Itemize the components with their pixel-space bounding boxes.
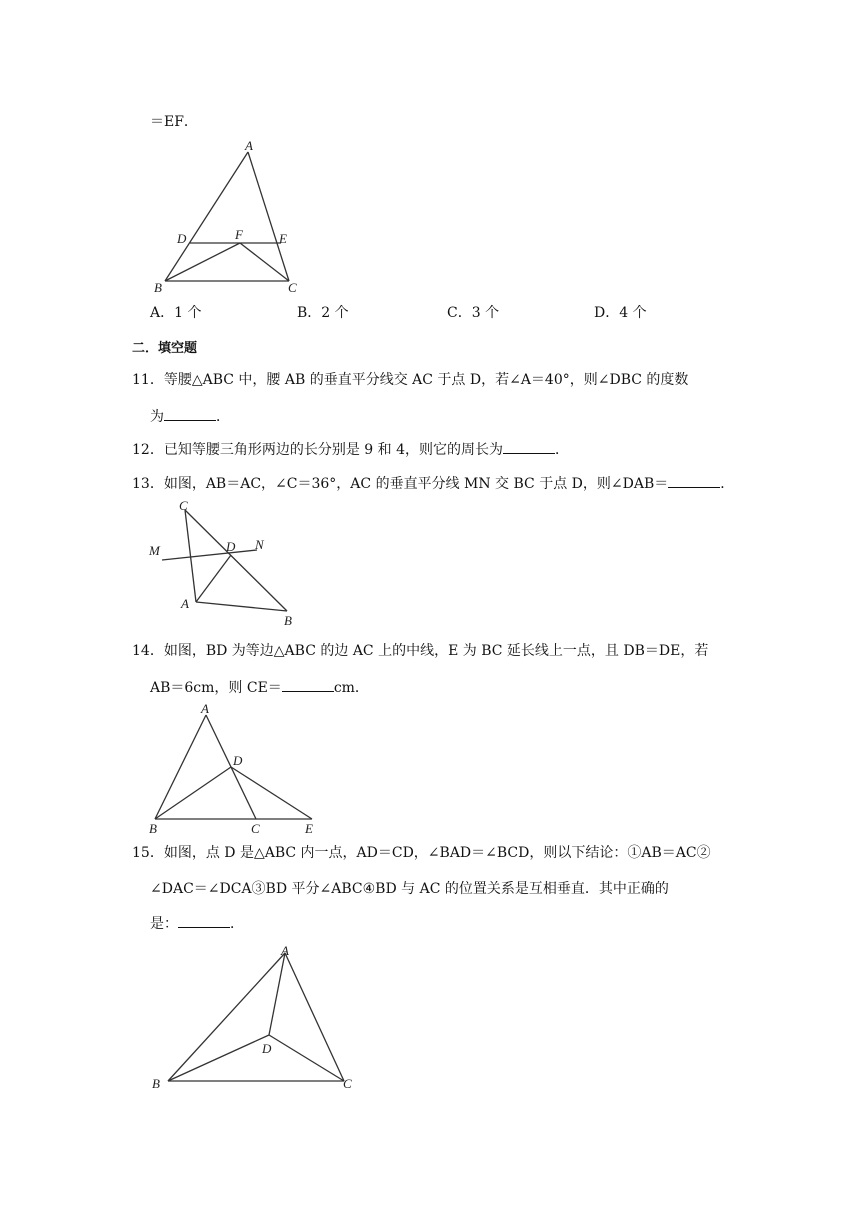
segment-ab [165, 152, 248, 281]
question-14-line1: 14．如图，BD 为等边△ABC 的边 AC 上的中线，E 为 BC 延长线上一点，且 DB＝DE，若 [132, 643, 709, 659]
label-d: D [177, 231, 187, 246]
question-11-prefix: 为 [150, 409, 164, 425]
question-15-line2: ∠DAC＝∠DCA③BD 平分∠ABC④BD 与 AC 的位置关系是互相垂直．其中正确的 [150, 881, 669, 897]
label-c: C [251, 821, 260, 836]
question-15-line1: 15．如图，点 D 是△ABC 内一点，AD＝CD，∠BAD＝∠BCD，则以下结论：①AB＝AC② [132, 845, 711, 861]
label-e: E [305, 821, 313, 836]
question-14-prefix: AB＝6cm，则 CE＝ [150, 680, 282, 696]
line-mn [162, 550, 257, 560]
question-11-suffix: ． [216, 409, 230, 425]
figure-q15 [148, 940, 368, 1100]
label-c: C [179, 498, 188, 513]
answer-blank [503, 439, 555, 454]
option-b: B．2 个 [297, 305, 349, 321]
segment-ab [196, 602, 287, 611]
question-15-line3 [150, 913, 244, 934]
segment-bd [168, 1035, 269, 1081]
label-a: A [181, 596, 189, 611]
question-13-suffix: ． [720, 476, 735, 492]
question-12-prefix: 12．已知等腰三角形两边的长分别是 9 和 4，则它的周长为 [132, 442, 503, 458]
label-c: C [288, 280, 297, 295]
segment-ab [168, 953, 285, 1081]
figure-q10 [154, 138, 360, 298]
segment-bf [165, 243, 240, 281]
segment-ac [248, 152, 289, 281]
section-heading: 二．填空题 [132, 341, 198, 356]
segment-ad [269, 953, 285, 1035]
label-d: D [233, 753, 243, 768]
answer-blank [668, 473, 720, 488]
figure-q13 [145, 498, 305, 628]
option-c: C．3 个 [447, 305, 500, 321]
question-13-prefix: 13．如图，AB＝AC，∠C＝36°，AC 的垂直平分线 MN 交 BC 于点 D，则∠DAB＝ [132, 476, 669, 492]
option-d: D．4 个 [594, 305, 647, 321]
label-a: A [281, 943, 289, 958]
segment-bd [155, 767, 231, 819]
question-15-suffix: ． [230, 916, 244, 932]
answer-blank [282, 677, 334, 692]
label-c: C [343, 1076, 352, 1091]
option-a: A．1 个 [150, 305, 202, 321]
segment-ab [155, 715, 206, 819]
label-d: D [226, 539, 236, 554]
question-14-line2 [150, 677, 369, 698]
segment-ac [285, 953, 344, 1081]
question-11-line1: 11．等腰△ABC 中，腰 AB 的垂直平分线交 AC 于点 D，若∠A＝40°，则∠DBC 的度数 [132, 372, 689, 388]
label-b: B [154, 280, 162, 295]
label-m: M [149, 543, 160, 558]
answer-blank [164, 406, 216, 421]
label-a: A [245, 138, 253, 153]
segment-fc [240, 243, 289, 281]
figure-q14 [150, 700, 330, 840]
question-13 [132, 473, 734, 494]
question-15-prefix: 是： [150, 916, 178, 932]
label-n: N [255, 537, 264, 552]
answer-blank [178, 913, 230, 928]
label-b: B [152, 1076, 160, 1091]
label-b: B [149, 821, 157, 836]
question-12 [132, 439, 569, 460]
label-b: B [284, 613, 292, 628]
question-11-line2 [150, 406, 230, 427]
label-f: F [235, 227, 243, 242]
label-e: E [279, 231, 287, 246]
question-14-suffix: cm． [333, 680, 369, 696]
label-d: D [262, 1041, 272, 1056]
label-a: A [201, 701, 209, 716]
question-12-suffix: ． [554, 442, 569, 458]
question-10-fragment: ＝EF． [150, 114, 198, 130]
segment-ad [196, 555, 231, 602]
